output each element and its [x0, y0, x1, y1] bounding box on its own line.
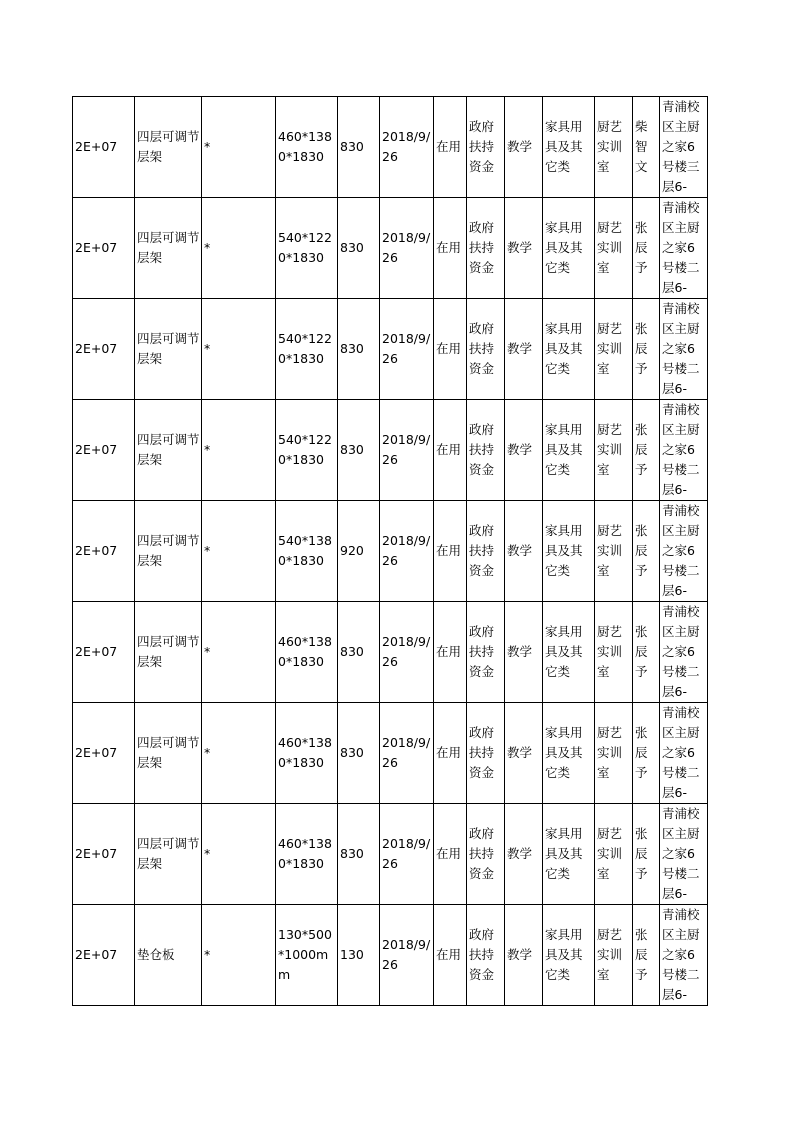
asset-name-cell: [135, 97, 202, 198]
asset-name-cell-text: 四层可调节层架: [137, 129, 200, 164]
asset-price-cell-text: 830: [340, 846, 364, 861]
purchase-date-cell: [380, 703, 434, 804]
usage-status-cell-text: 在用: [436, 947, 462, 962]
fund-source-cell-text: 政府扶持资金: [469, 523, 495, 578]
keeper-cell-text: 张辰予: [635, 624, 648, 679]
fund-source-cell: [467, 97, 505, 198]
asset-category-cell-text: 家具用具及其它类: [545, 624, 583, 679]
asset-name-cell: [135, 703, 202, 804]
location-cell-text: 青浦校区主厨之家6号楼二层6-: [662, 705, 700, 800]
asset-name-cell: [135, 804, 202, 905]
table-row: [73, 905, 708, 1006]
fund-source-cell: [467, 804, 505, 905]
keeper-cell-text: 张辰予: [635, 523, 648, 578]
asset-mark-cell-text: *: [204, 947, 211, 962]
asset-spec-cell-text: 460*1380*1830: [278, 634, 332, 669]
fund-source-cell: [467, 299, 505, 400]
fund-source-cell-text: 政府扶持资金: [469, 826, 495, 881]
usage-status-cell: [434, 804, 467, 905]
asset-code-cell-text: 2E+07: [75, 846, 118, 861]
asset-spec-cell: [276, 501, 338, 602]
asset-category-cell-text: 家具用具及其它类: [545, 422, 583, 477]
asset-mark-cell-text: *: [204, 442, 211, 457]
usage-status-cell-text: 在用: [436, 543, 462, 558]
asset-code-cell: [73, 299, 135, 400]
location-cell: [660, 602, 708, 703]
location-cell-text: 青浦校区主厨之家6号楼二层6-: [662, 907, 700, 1002]
asset-code-cell-text: 2E+07: [75, 341, 118, 356]
usage-purpose-cell: [505, 905, 543, 1006]
asset-price-cell-text: 130: [340, 947, 364, 962]
usage-status-cell: [434, 905, 467, 1006]
asset-price-cell-text: 830: [340, 139, 364, 154]
asset-category-cell: [543, 703, 595, 804]
purchase-date-cell: [380, 198, 434, 299]
fund-source-cell: [467, 602, 505, 703]
fund-source-cell-text: 政府扶持资金: [469, 624, 495, 679]
purchase-date-cell-text: 2018/9/26: [382, 836, 431, 871]
asset-mark-cell: [202, 905, 276, 1006]
fund-source-cell: [467, 703, 505, 804]
purchase-date-cell: [380, 299, 434, 400]
fund-source-cell: [467, 905, 505, 1006]
location-cell-text: 青浦校区主厨之家6号楼二层6-: [662, 301, 700, 396]
asset-mark-cell-text: *: [204, 846, 211, 861]
asset-code-cell: [73, 400, 135, 501]
usage-purpose-cell: [505, 602, 543, 703]
asset-code-cell: [73, 602, 135, 703]
purchase-date-cell-text: 2018/9/26: [382, 735, 431, 770]
department-cell-text: 厨艺实训室: [597, 725, 623, 780]
fund-source-cell-text: 政府扶持资金: [469, 119, 495, 174]
asset-code-cell-text: 2E+07: [75, 745, 118, 760]
keeper-cell-text: 柴智文: [635, 119, 648, 174]
keeper-cell: [633, 905, 660, 1006]
table-row: [73, 602, 708, 703]
table-row: [73, 97, 708, 198]
purchase-date-cell: [380, 97, 434, 198]
asset-category-cell-text: 家具用具及其它类: [545, 220, 583, 275]
asset-spec-cell-text: 460*1380*1830: [278, 735, 332, 770]
location-cell: [660, 905, 708, 1006]
asset-price-cell: [338, 703, 380, 804]
asset-name-cell-text: 四层可调节层架: [137, 432, 200, 467]
fund-source-cell-text: 政府扶持资金: [469, 220, 495, 275]
usage-status-cell-text: 在用: [436, 341, 462, 356]
asset-mark-cell-text: *: [204, 240, 211, 255]
asset-mark-cell: [202, 602, 276, 703]
keeper-cell: [633, 400, 660, 501]
asset-name-cell-text: 四层可调节层架: [137, 331, 200, 366]
location-cell-text: 青浦校区主厨之家6号楼二层6-: [662, 200, 700, 295]
location-cell-text: 青浦校区主厨之家6号楼二层6-: [662, 402, 700, 497]
asset-code-cell: [73, 198, 135, 299]
asset-name-cell: [135, 602, 202, 703]
keeper-cell-text: 张辰予: [635, 826, 648, 881]
keeper-cell: [633, 703, 660, 804]
usage-status-cell-text: 在用: [436, 745, 462, 760]
asset-name-cell: [135, 299, 202, 400]
asset-category-cell: [543, 400, 595, 501]
asset-mark-cell-text: *: [204, 341, 211, 356]
department-cell: [595, 905, 633, 1006]
asset-code-cell-text: 2E+07: [75, 240, 118, 255]
asset-price-cell: [338, 804, 380, 905]
usage-purpose-cell-text: 教学: [507, 442, 533, 457]
keeper-cell: [633, 501, 660, 602]
asset-name-cell-text: 四层可调节层架: [137, 634, 200, 669]
keeper-cell: [633, 198, 660, 299]
asset-code-cell: [73, 703, 135, 804]
asset-name-cell: [135, 198, 202, 299]
asset-category-cell-text: 家具用具及其它类: [545, 523, 583, 578]
usage-purpose-cell: [505, 703, 543, 804]
asset-spec-cell: [276, 97, 338, 198]
purchase-date-cell-text: 2018/9/26: [382, 634, 431, 669]
asset-mark-cell: [202, 703, 276, 804]
asset-spec-cell-text: 540*1380*1830: [278, 533, 332, 568]
usage-purpose-cell: [505, 400, 543, 501]
purchase-date-cell-text: 2018/9/26: [382, 533, 431, 568]
location-cell: [660, 804, 708, 905]
location-cell: [660, 198, 708, 299]
asset-price-cell-text: 830: [340, 442, 364, 457]
asset-price-cell: [338, 400, 380, 501]
asset-category-cell-text: 家具用具及其它类: [545, 321, 583, 376]
table-row: [73, 198, 708, 299]
keeper-cell-text: 张辰予: [635, 927, 648, 982]
department-cell: [595, 299, 633, 400]
location-cell-text: 青浦校区主厨之家6号楼二层6-: [662, 806, 700, 901]
purchase-date-cell-text: 2018/9/26: [382, 230, 431, 265]
asset-code-cell-text: 2E+07: [75, 139, 118, 154]
department-cell-text: 厨艺实训室: [597, 523, 623, 578]
asset-mark-cell-text: *: [204, 543, 211, 558]
department-cell: [595, 602, 633, 703]
asset-price-cell-text: 830: [340, 240, 364, 255]
asset-category-cell-text: 家具用具及其它类: [545, 826, 583, 881]
usage-purpose-cell: [505, 804, 543, 905]
usage-status-cell-text: 在用: [436, 139, 462, 154]
asset-spec-cell: [276, 299, 338, 400]
asset-category-cell-text: 家具用具及其它类: [545, 927, 583, 982]
asset-code-cell-text: 2E+07: [75, 644, 118, 659]
usage-purpose-cell-text: 教学: [507, 139, 533, 154]
purchase-date-cell-text: 2018/9/26: [382, 432, 431, 467]
table-row: [73, 299, 708, 400]
fund-source-cell: [467, 501, 505, 602]
department-cell: [595, 804, 633, 905]
department-cell-text: 厨艺实训室: [597, 927, 623, 982]
asset-code-cell-text: 2E+07: [75, 442, 118, 457]
asset-code-cell: [73, 804, 135, 905]
asset-category-cell-text: 家具用具及其它类: [545, 725, 583, 780]
usage-status-cell-text: 在用: [436, 644, 462, 659]
location-cell: [660, 97, 708, 198]
asset-price-cell-text: 830: [340, 644, 364, 659]
location-cell-text: 青浦校区主厨之家6号楼三层6-: [662, 99, 700, 194]
department-cell-text: 厨艺实训室: [597, 624, 623, 679]
asset-name-cell-text: 四层可调节层架: [137, 533, 200, 568]
asset-mark-cell: [202, 299, 276, 400]
asset-table: [72, 96, 708, 1006]
location-cell: [660, 501, 708, 602]
usage-status-cell: [434, 400, 467, 501]
asset-code-cell: [73, 501, 135, 602]
usage-purpose-cell-text: 教学: [507, 745, 533, 760]
usage-purpose-cell: [505, 299, 543, 400]
usage-purpose-cell: [505, 97, 543, 198]
asset-mark-cell: [202, 804, 276, 905]
keeper-cell-text: 张辰予: [635, 321, 648, 376]
fund-source-cell: [467, 400, 505, 501]
asset-spec-cell-text: 130*500*1000mm: [278, 927, 332, 982]
purchase-date-cell: [380, 804, 434, 905]
department-cell-text: 厨艺实训室: [597, 220, 623, 275]
location-cell-text: 青浦校区主厨之家6号楼二层6-: [662, 604, 700, 699]
usage-status-cell: [434, 198, 467, 299]
asset-category-cell: [543, 602, 595, 703]
asset-category-cell: [543, 97, 595, 198]
asset-mark-cell: [202, 198, 276, 299]
asset-mark-cell: [202, 501, 276, 602]
asset-price-cell-text: 830: [340, 745, 364, 760]
asset-code-cell: [73, 905, 135, 1006]
asset-name-cell: [135, 501, 202, 602]
fund-source-cell: [467, 198, 505, 299]
purchase-date-cell: [380, 905, 434, 1006]
asset-spec-cell: [276, 602, 338, 703]
asset-code-cell: [73, 97, 135, 198]
keeper-cell: [633, 299, 660, 400]
fund-source-cell-text: 政府扶持资金: [469, 422, 495, 477]
keeper-cell-text: 张辰予: [635, 220, 648, 275]
usage-purpose-cell: [505, 501, 543, 602]
table-row: [73, 400, 708, 501]
asset-code-cell-text: 2E+07: [75, 543, 118, 558]
department-cell: [595, 97, 633, 198]
asset-mark-cell-text: *: [204, 644, 211, 659]
location-cell-text: 青浦校区主厨之家6号楼二层6-: [662, 503, 700, 598]
department-cell-text: 厨艺实训室: [597, 826, 623, 881]
asset-name-cell: [135, 905, 202, 1006]
asset-category-cell-text: 家具用具及其它类: [545, 119, 583, 174]
asset-spec-cell-text: 540*1220*1830: [278, 432, 332, 467]
usage-status-cell-text: 在用: [436, 442, 462, 457]
table-row: [73, 804, 708, 905]
department-cell: [595, 400, 633, 501]
asset-category-cell: [543, 804, 595, 905]
department-cell: [595, 198, 633, 299]
usage-purpose-cell-text: 教学: [507, 947, 533, 962]
asset-price-cell: [338, 501, 380, 602]
asset-spec-cell: [276, 804, 338, 905]
asset-name-cell-text: 四层可调节层架: [137, 836, 200, 871]
department-cell-text: 厨艺实训室: [597, 422, 623, 477]
asset-price-cell: [338, 97, 380, 198]
asset-price-cell: [338, 198, 380, 299]
asset-spec-cell: [276, 198, 338, 299]
usage-status-cell: [434, 703, 467, 804]
asset-table-body: [73, 97, 708, 1006]
asset-spec-cell: [276, 905, 338, 1006]
asset-mark-cell: [202, 400, 276, 501]
asset-spec-cell-text: 460*1380*1830: [278, 129, 332, 164]
usage-purpose-cell: [505, 198, 543, 299]
asset-price-cell: [338, 602, 380, 703]
location-cell: [660, 299, 708, 400]
usage-status-cell: [434, 299, 467, 400]
asset-spec-cell-text: 540*1220*1830: [278, 230, 332, 265]
department-cell: [595, 501, 633, 602]
usage-status-cell: [434, 97, 467, 198]
usage-status-cell-text: 在用: [436, 846, 462, 861]
usage-purpose-cell-text: 教学: [507, 341, 533, 356]
asset-name-cell-text: 四层可调节层架: [137, 735, 200, 770]
keeper-cell: [633, 602, 660, 703]
department-cell: [595, 703, 633, 804]
asset-mark-cell: [202, 97, 276, 198]
asset-code-cell-text: 2E+07: [75, 947, 118, 962]
asset-spec-cell: [276, 703, 338, 804]
department-cell-text: 厨艺实训室: [597, 321, 623, 376]
purchase-date-cell: [380, 602, 434, 703]
usage-status-cell: [434, 501, 467, 602]
purchase-date-cell: [380, 501, 434, 602]
fund-source-cell-text: 政府扶持资金: [469, 927, 495, 982]
fund-source-cell-text: 政府扶持资金: [469, 321, 495, 376]
asset-category-cell: [543, 299, 595, 400]
asset-name-cell: [135, 400, 202, 501]
asset-price-cell: [338, 905, 380, 1006]
location-cell: [660, 703, 708, 804]
keeper-cell: [633, 97, 660, 198]
keeper-cell-text: 张辰予: [635, 725, 648, 780]
table-row: [73, 501, 708, 602]
department-cell-text: 厨艺实训室: [597, 119, 623, 174]
asset-spec-cell-text: 540*1220*1830: [278, 331, 332, 366]
location-cell: [660, 400, 708, 501]
usage-purpose-cell-text: 教学: [507, 846, 533, 861]
keeper-cell-text: 张辰予: [635, 422, 648, 477]
asset-category-cell: [543, 905, 595, 1006]
asset-category-cell: [543, 198, 595, 299]
asset-price-cell-text: 830: [340, 341, 364, 356]
purchase-date-cell-text: 2018/9/26: [382, 937, 431, 972]
usage-purpose-cell-text: 教学: [507, 644, 533, 659]
asset-name-cell-text: 垫仓板: [137, 947, 175, 962]
purchase-date-cell-text: 2018/9/26: [382, 331, 431, 366]
usage-status-cell-text: 在用: [436, 240, 462, 255]
asset-price-cell: [338, 299, 380, 400]
asset-spec-cell-text: 460*1380*1830: [278, 836, 332, 871]
table-row: [73, 703, 708, 804]
purchase-date-cell-text: 2018/9/26: [382, 129, 431, 164]
keeper-cell: [633, 804, 660, 905]
fund-source-cell-text: 政府扶持资金: [469, 725, 495, 780]
asset-name-cell-text: 四层可调节层架: [137, 230, 200, 265]
asset-mark-cell-text: *: [204, 139, 211, 154]
asset-spec-cell: [276, 400, 338, 501]
asset-mark-cell-text: *: [204, 745, 211, 760]
usage-status-cell: [434, 602, 467, 703]
asset-category-cell: [543, 501, 595, 602]
usage-purpose-cell-text: 教学: [507, 543, 533, 558]
purchase-date-cell: [380, 400, 434, 501]
asset-price-cell-text: 920: [340, 543, 364, 558]
usage-purpose-cell-text: 教学: [507, 240, 533, 255]
